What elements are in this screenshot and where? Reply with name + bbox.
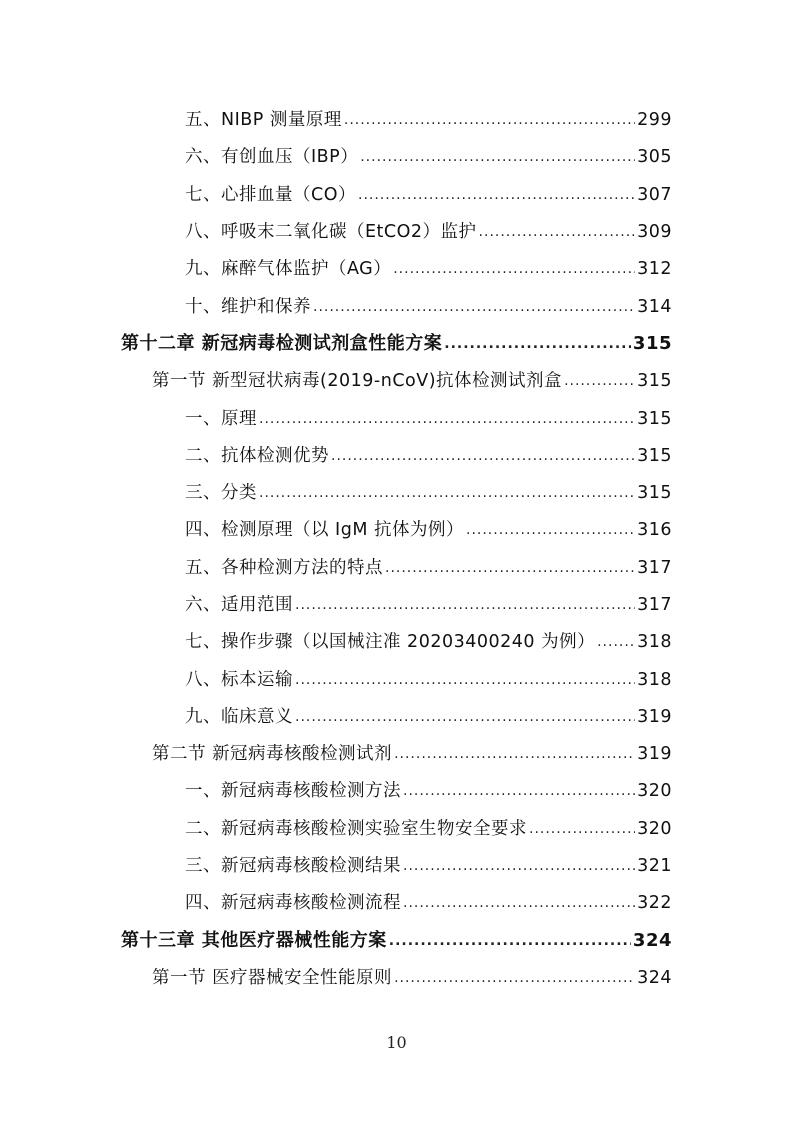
toc-entry[interactable] (0, 398, 793, 435)
page-number: 10 (386, 1033, 407, 1052)
toc-leader-dots (394, 967, 635, 987)
toc-leader-dots (597, 631, 635, 651)
toc-entry[interactable] (0, 100, 793, 137)
toc-entry-page: 319 (637, 744, 672, 765)
toc-leader-dots (313, 296, 635, 316)
toc-leader-dots (479, 221, 636, 241)
toc-entry-page: 315 (637, 371, 672, 392)
toc-chapter-entry[interactable] (0, 921, 793, 958)
toc-entry-title: 三、分类 (185, 483, 257, 504)
toc-entry-page: 309 (637, 222, 672, 243)
toc-entry-page: 321 (637, 856, 672, 877)
toc-leader-dots (529, 818, 635, 838)
toc-entry-title: 一、原理 (185, 408, 257, 429)
toc-entry-title: 第二节 新冠病毒核酸检测试剂 (152, 744, 393, 765)
table-of-contents (0, 100, 793, 995)
toc-entry[interactable] (0, 622, 793, 659)
toc-entry-page: 312 (637, 259, 672, 280)
toc-leader-dots (331, 445, 635, 465)
toc-leader-dots (295, 669, 635, 689)
toc-entry-title: 四、新冠病毒核酸检测流程 (185, 893, 401, 914)
toc-entry-page: 320 (637, 818, 672, 839)
toc-entry[interactable] (0, 883, 793, 920)
toc-entry-title: 五、各种检测方法的特点 (185, 557, 383, 578)
toc-section-entry[interactable] (0, 958, 793, 995)
toc-entry-title: 三、新冠病毒核酸检测结果 (185, 856, 401, 877)
toc-leader-dots (389, 929, 631, 950)
toc-leader-dots (444, 332, 631, 353)
toc-entry[interactable] (0, 659, 793, 696)
toc-entry[interactable] (0, 697, 793, 734)
toc-entry-title: 第十二章 新冠病毒检测试剂盒性能方案 (121, 333, 443, 355)
toc-entry-title: 六、适用范围 (185, 595, 293, 615)
toc-entry-title: 七、操作步骤（以国械注准 20203400240 为例） (185, 632, 596, 653)
toc-entry-page: 315 (637, 408, 672, 429)
toc-entry[interactable] (0, 548, 793, 585)
toc-entry[interactable] (0, 585, 793, 622)
toc-entry-page: 307 (637, 184, 672, 205)
toc-entry-page: 324 (632, 930, 672, 952)
toc-entry-page: 317 (637, 595, 672, 615)
toc-entry-page: 322 (637, 893, 672, 914)
toc-entry-page: 324 (637, 967, 672, 988)
toc-leader-dots (403, 892, 635, 912)
toc-leader-dots (295, 706, 635, 726)
toc-entry-page: 317 (637, 557, 672, 578)
toc-entry-title: 第一节 医疗器械安全性能原则 (152, 967, 393, 988)
toc-entry[interactable] (0, 510, 793, 547)
toc-entry-title: 五、NIBP 测量原理 (185, 110, 342, 131)
toc-entry-title: 七、心排血量（CO） (185, 184, 356, 205)
toc-entry-title: 九、临床意义 (185, 706, 293, 727)
toc-entry[interactable] (0, 175, 793, 212)
toc-entry[interactable] (0, 249, 793, 286)
toc-leader-dots (564, 370, 635, 390)
toc-leader-dots (385, 557, 635, 577)
toc-entry-page: 320 (637, 781, 672, 802)
toc-leader-dots (358, 184, 635, 204)
toc-leader-dots (259, 408, 635, 428)
toc-leader-dots (259, 482, 635, 502)
toc-entry-page: 318 (637, 632, 672, 653)
toc-entry-title: 第十三章 其他医疗器械性能方案 (121, 930, 387, 952)
toc-entry-title: 八、标本运输 (185, 669, 293, 690)
toc-entry-page: 316 (637, 520, 672, 541)
toc-section-entry[interactable] (0, 734, 793, 771)
toc-entry-title: 二、新冠病毒核酸检测实验室生物安全要求 (185, 818, 527, 839)
toc-leader-dots (295, 594, 635, 614)
toc-entry-title: 第一节 新型冠状病毒(2019-nCoV)抗体检测试剂盒 (152, 371, 563, 392)
toc-entry[interactable] (0, 809, 793, 846)
toc-entry[interactable] (0, 846, 793, 883)
toc-leader-dots (360, 146, 635, 166)
toc-section-entry[interactable] (0, 361, 793, 398)
toc-entry-page: 315 (637, 445, 672, 466)
toc-entry-page: 315 (637, 483, 672, 504)
toc-entry-page: 318 (637, 669, 672, 690)
toc-leader-dots (466, 519, 635, 539)
toc-entry-title: 八、呼吸末二氧化碳（EtCO2）监护 (185, 222, 477, 243)
toc-leader-dots (394, 743, 635, 763)
toc-entry-title: 一、新冠病毒核酸检测方法 (185, 781, 401, 802)
toc-entry-page: 299 (637, 110, 672, 131)
toc-entry-title: 四、检测原理（以 IgM 抗体为例） (185, 520, 464, 541)
toc-leader-dots (393, 258, 635, 278)
toc-entry-title: 九、麻醉气体监护（AG） (185, 259, 392, 280)
toc-entry[interactable] (0, 473, 793, 510)
toc-entry[interactable] (0, 436, 793, 473)
toc-entry[interactable] (0, 771, 793, 808)
toc-entry-page: 315 (632, 333, 672, 355)
toc-leader-dots (403, 780, 635, 800)
toc-entry-page: 305 (637, 147, 672, 168)
toc-entry-title: 六、有创血压（IBP） (185, 147, 359, 168)
toc-entry[interactable] (0, 137, 793, 174)
toc-entry-title: 十、维护和保养 (185, 296, 311, 317)
toc-entry-page: 314 (637, 296, 672, 317)
toc-leader-dots (403, 855, 635, 875)
toc-entry-title: 二、抗体检测优势 (185, 445, 329, 466)
toc-entry-page: 319 (637, 706, 672, 727)
toc-entry[interactable] (0, 212, 793, 249)
toc-entry[interactable] (0, 286, 793, 323)
toc-leader-dots (344, 109, 635, 129)
toc-chapter-entry[interactable] (0, 324, 793, 361)
